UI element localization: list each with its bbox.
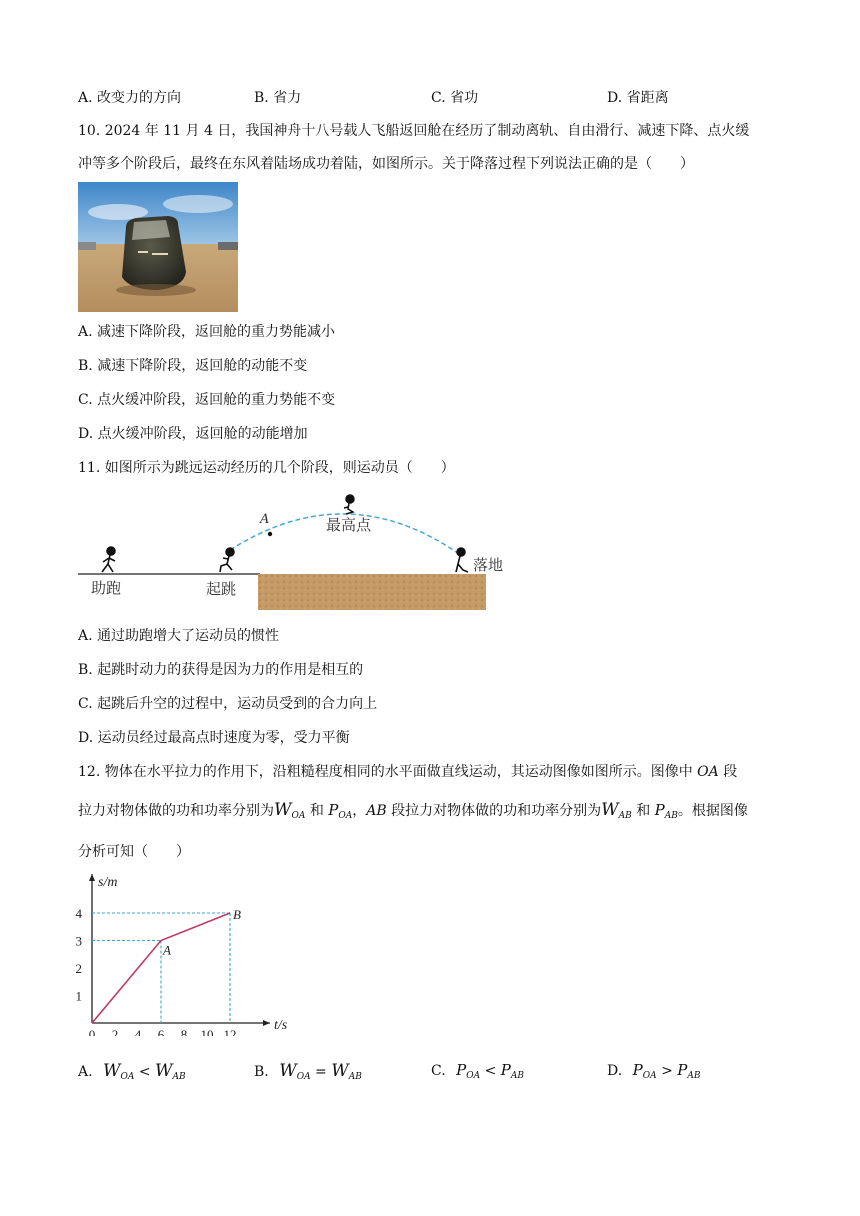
q12-line2-ab: AB bbox=[366, 803, 387, 819]
q12-line2-end: 。根据图像 bbox=[677, 803, 748, 819]
w-oa-sub: OA bbox=[291, 811, 306, 821]
option-lhs-sub: OA bbox=[642, 1071, 657, 1081]
x-tick-label: 10 bbox=[200, 1027, 214, 1036]
option-rhs-sub: AB bbox=[687, 1071, 701, 1081]
option-operator: < bbox=[138, 1064, 151, 1080]
long-jump-figure bbox=[78, 490, 518, 615]
q12-stem-duan: 段 bbox=[723, 764, 738, 780]
p-oa-sub: OA bbox=[338, 811, 353, 821]
option-operator: < bbox=[484, 1063, 497, 1079]
q11-option-a: A. 通过助跑增大了运动员的惯性 bbox=[78, 628, 280, 644]
option-rhs-sub: AB bbox=[510, 1071, 524, 1081]
p-symbol-2: P bbox=[654, 801, 665, 819]
q12-option-d bbox=[607, 1061, 700, 1081]
s-t-chart bbox=[60, 866, 300, 1036]
y-tick-label: 4 bbox=[75, 906, 82, 921]
q12-line2-text-b: 段拉力对物体做的功和功率分别为 bbox=[391, 803, 602, 819]
origin-label: 0 bbox=[88, 1027, 96, 1036]
q10-option-c: C. 点火缓冲阶段，返回舱的重力势能不变 bbox=[78, 392, 336, 408]
p-symbol: P bbox=[328, 801, 339, 819]
q10-option-a: A. 减速下降阶段，返回舱的重力势能减小 bbox=[78, 324, 336, 340]
q12-option-a bbox=[78, 1061, 186, 1082]
x-tick-label: 2 bbox=[111, 1027, 119, 1036]
q11-stem: 11. 如图所示为跳远运动经历的几个阶段，则运动员（ ） bbox=[78, 460, 455, 476]
q10-option-b: B. 减速下降阶段，返回舱的动能不变 bbox=[78, 358, 308, 374]
q11-option-d: D. 运动员经过最高点时速度为零，受力平衡 bbox=[78, 730, 350, 746]
option-rhs-sub: AB bbox=[348, 1072, 362, 1082]
q12-line2-text: 拉力对物体做的功和功率分别为 bbox=[78, 803, 274, 819]
option-lhs: W bbox=[279, 1061, 297, 1081]
x-tick-label: 4 bbox=[134, 1027, 142, 1036]
y-axis-arrow bbox=[89, 874, 95, 881]
point-label: A bbox=[163, 942, 171, 958]
option-rhs-sub: AB bbox=[172, 1072, 186, 1082]
w-ab-sub: AB bbox=[618, 811, 632, 821]
option-letter: D. bbox=[607, 1063, 623, 1079]
q11-option-c: C. 起跳后升空的过程中，运动员受到的合力向上 bbox=[78, 696, 378, 712]
label-jump: 起跳 bbox=[206, 580, 237, 598]
option-lhs-sub: OA bbox=[296, 1072, 311, 1082]
x-axis-arrow bbox=[263, 1020, 270, 1026]
option-letter: A. bbox=[78, 1064, 93, 1080]
option-operator: = bbox=[315, 1064, 327, 1080]
q9-option-b: B. 省力 bbox=[254, 90, 302, 106]
q10-stem-line1: 10. 2024 年 11 月 4 日，我国神舟十八号载人飞船返回舱在经历了制动离轨、自由滑行、减速下降、点火缓 bbox=[78, 123, 750, 139]
p-ab-sub: AB bbox=[664, 811, 678, 821]
chart-canvas bbox=[60, 866, 300, 1036]
q12-stem-line2 bbox=[78, 800, 748, 826]
option-lhs: P bbox=[632, 1061, 643, 1079]
option-rhs: W bbox=[331, 1061, 349, 1081]
label-land: 落地 bbox=[473, 556, 504, 574]
y-tick-label: 3 bbox=[75, 933, 82, 949]
x-tick-label: 12 bbox=[223, 1027, 237, 1036]
q12-line2-he: 和 bbox=[309, 803, 324, 819]
q10-option-d: D. 点火缓冲阶段，返回舱的动能增加 bbox=[78, 426, 308, 442]
q9-option-a: A. 改变力的方向 bbox=[78, 90, 182, 106]
q11-option-b: B. 起跳时动力的获得是因为力的作用是相互的 bbox=[78, 662, 364, 678]
option-lhs: P bbox=[456, 1061, 467, 1079]
q9-option-c: C. 省功 bbox=[431, 90, 479, 106]
q12-stem-oa: OA bbox=[697, 764, 719, 780]
label-point-a: A bbox=[260, 512, 270, 527]
label-run: 助跑 bbox=[91, 579, 122, 597]
option-letter: B. bbox=[254, 1064, 269, 1080]
q12-stem-line3: 分析可知（ ） bbox=[78, 844, 190, 860]
option-operator: > bbox=[661, 1063, 673, 1079]
label-top: 最高点 bbox=[326, 516, 372, 534]
w-symbol-2: W bbox=[601, 800, 619, 820]
x-tick-label: 8 bbox=[180, 1027, 188, 1036]
x-axis-label: t/s bbox=[274, 1018, 288, 1033]
option-lhs: W bbox=[103, 1061, 121, 1081]
q12-option-b bbox=[254, 1061, 362, 1082]
y-axis-label: s/m bbox=[98, 875, 118, 890]
q12-line2-comma: ， bbox=[352, 803, 367, 819]
w-symbol: W bbox=[274, 800, 292, 820]
q12-stem-line1 bbox=[78, 762, 737, 782]
option-rhs: P bbox=[500, 1061, 511, 1079]
q12-stem-text: 12. 物体在水平拉力的作用下，沿粗糙程度相同的水平面做直线运动，其运动图像如图所示。图像中 bbox=[78, 764, 693, 780]
option-lhs-sub: OA bbox=[120, 1072, 135, 1082]
q12-option-c bbox=[431, 1061, 524, 1081]
x-tick-label: 6 bbox=[157, 1027, 165, 1036]
point-label: B bbox=[233, 907, 241, 922]
q9-option-d: D. 省距离 bbox=[607, 90, 669, 106]
q10-stem-line2: 冲等多个阶段后，最终在东风着陆场成功着陆，如图所示。关于降落过程下列说法正确的是（ ） bbox=[78, 156, 694, 172]
capsule-photo bbox=[78, 182, 238, 312]
y-tick-label: 1 bbox=[75, 988, 82, 1004]
option-rhs: W bbox=[155, 1061, 173, 1081]
option-lhs-sub: OA bbox=[466, 1071, 481, 1081]
option-rhs: P bbox=[677, 1061, 688, 1079]
y-tick-label: 2 bbox=[75, 961, 82, 976]
option-letter: C. bbox=[431, 1063, 446, 1079]
q12-line2-he-2: 和 bbox=[636, 803, 651, 819]
